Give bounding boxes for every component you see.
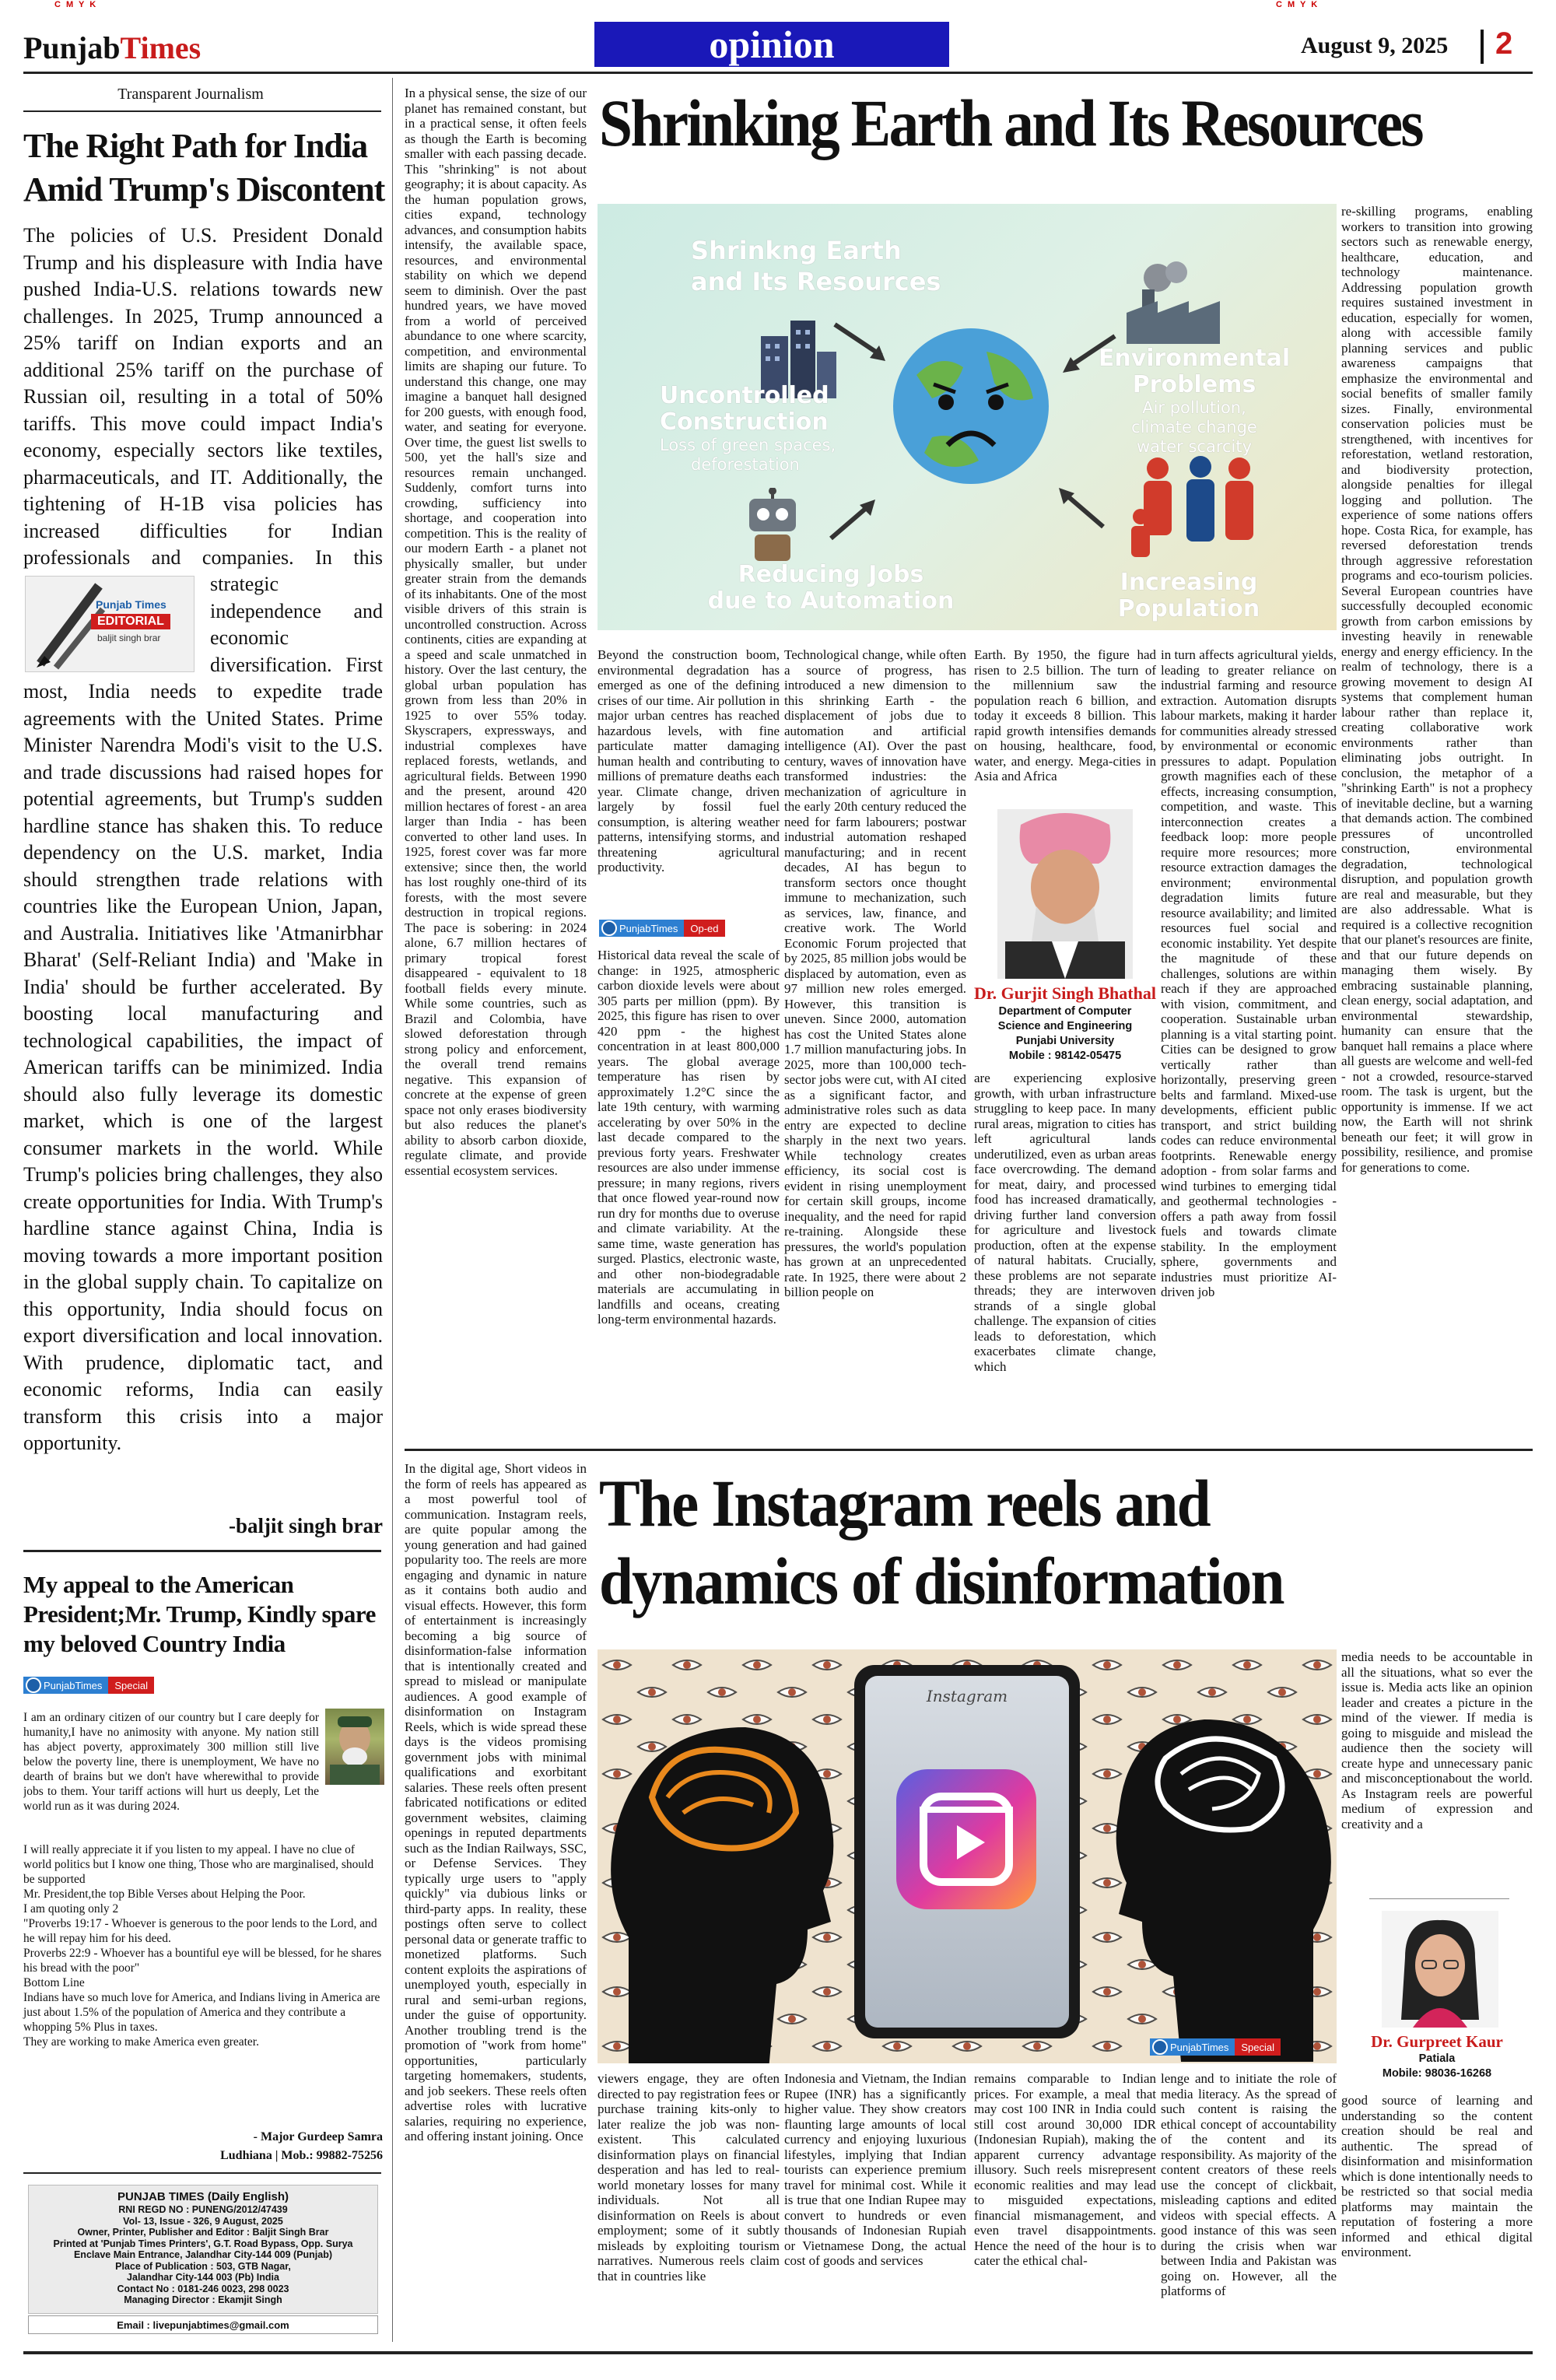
- article1-author-mobile: Mobile : 98142-05475: [1008, 1050, 1122, 1062]
- article2-author-mobile: Mobile: 98036-16268: [1382, 2067, 1492, 2080]
- imprint-line: Place of Publication : 503, GTB Nagar,: [115, 2260, 291, 2272]
- date-divider: [1481, 30, 1484, 64]
- appeal-line: I am quoting only 2: [23, 1902, 119, 1916]
- article2-author-name: Dr. Gurpreet Kaur: [1371, 2032, 1503, 2051]
- article2-author-photo: [1382, 1911, 1498, 2028]
- editorial-signature: -baljit singh brar: [228, 1514, 383, 1537]
- article1-author-uni: Punjabi University: [1015, 1035, 1115, 1047]
- imprint-line: Printed at 'Punjab Times Printers', G.T. Road Bypass, Opp. Surya Enclave Main Entrance, Jalandhar City-144 009 (Punjab): [53, 2238, 353, 2260]
- jobs-l1: Reducing Jobs: [738, 561, 924, 588]
- article2-badge-kind: Special: [1235, 2038, 1281, 2056]
- family-icon: [1127, 453, 1267, 570]
- article2-column-2: viewers engage, they are often directed to pay registration fees or purchase training kits-only to later realize the job was non-existent. This calculated disinformation plays on financial desperation and has led to real-world monetary losses for many individuals. Not all disinformation on Reels is about employment; some of it subtly misleads by exploiting tourism narratives. Numerous reels claim that in countries like: [598, 2071, 780, 2284]
- appeal-line: Indians have so much love for America, and Indians living in America are just about 1.5% of the population of America and they contribute a whopping 5% Plus in taxes.: [23, 1991, 380, 2034]
- article1-author-dept1: Department of Computer: [998, 1005, 1132, 1018]
- appeal-title: My appeal to the American President;Mr. Trump, Kindly spare my beloved Country India: [23, 1571, 376, 1657]
- article1-column-5: in turn affects agricultural yields, leading to greater reliance on industrial farming and resource extraction. Automation disrupts labour markets, making it harder for communities already stressed by environmental or economic pressures to adapt. Population growth magnifies each of these effects, increasing consumption, competition, and waste. This interconnection creates a feedback loop: more people require more resources; more resource extraction damages the environment; environmental degradation limits future resource availability; and limited resources fuel social and economic instability. Yet despite the magnitude of these challenges, solutions are within reach if they are approached with vision, commitment, and cooperation. Sustainable urban planning is a vital starting point. Cities can be designed to grow vertically rather than horizontally, preserving green belts and farmland. Mixed-use developments, efficient public transport, and strict building codes can reduce environmental footprints. Renewable energy adoption - from solar farms and wind turbines to emerging tidal and geothermal technologies - offers a path away from fossil fuels and towards climate stability. In the employment sphere, governments and industries must prioritize AI-driven job: [1161, 647, 1337, 1299]
- arrow-icon: [831, 321, 893, 367]
- env-problems-l2: Problems: [1132, 371, 1256, 398]
- cmyk-marks-right: C M Y K: [1276, 0, 1319, 9]
- article1-column-4b: are experiencing explosive growth, with urban infrastructure struggling to keep pace. In many rural areas, migration to cities has left agricultural lands underutilized, even as urban areas face overcrowding. The demand for meat, dairy, and processed food has increased dramatically, driving further land conversion for agriculture and livestock production, often at the expense of natural habitats. Crucially, these problems are not separate threads; they are interwoven strands of a single global challenge. The expansion of cities leads to deforestation, which exacerbates climate change, which: [974, 1071, 1156, 1374]
- article1-column-2a: Beyond the construction boom, environmental degradation has emerged as one of the defining crises of our time. Air pollution in major urban centres has reached hazardous levels, with fine particulate matter damaging human health and contributing to millions of premature deaths each year. Climate change, driven largely by fossil fuel consumption, is altering weather patterns, intensifying storms, and threatening agricultural productivity.: [598, 647, 780, 875]
- article2-author-place: Patiala: [1418, 2052, 1456, 2065]
- pop-l1: Increasing: [1120, 569, 1258, 596]
- article2-column-5: lenge and to initiate the role of media literacy. As the spread of such content is raising the ethical concept of accountability of the content and its responsibility. As majority of the content creators of these reels use the concept of clickbait, misleading captions and edited videos with special effects. A good instance of this was seen during the crisis when war between India and Pakistan was going on. However, all the platforms of: [1161, 2071, 1337, 2298]
- unc-l2: Construction: [660, 408, 829, 436]
- imprint-email-box: [28, 2315, 378, 2334]
- pop-l2: Population: [1117, 595, 1260, 622]
- unc-l1: Uncontrolled: [660, 382, 829, 409]
- env-problems-sub2: climate change: [1131, 418, 1257, 436]
- article1-infographic: [598, 204, 1337, 630]
- article1-badge-kind: Op-ed: [684, 920, 724, 937]
- author-portrait-icon: [997, 809, 1133, 979]
- infographic-title-line2: and Its Resources: [691, 267, 941, 296]
- editorial-body-1: The policies of U.S. President Donald Trump and his displeasure with India have pushed India-U.S. relations towards new challenges. In 2025, Trump announced a 25% tariff on Indian exports and an additional 25% tariff on the purchase of Russian oil, resulting in a total of 50% tariffs. This move could impact India's economy, especially sectors like textiles, pharmaceuticals, and IT. Additionally, the tightening of H-1B visa policies has increased difficulties for Indian professionals and companies. In this: [23, 224, 383, 569]
- editorial-logo-label: EDITORIAL: [91, 614, 170, 629]
- punjabtimes-logo-icon: [601, 920, 617, 936]
- factory-icon: [1111, 258, 1228, 344]
- appeal-line: They are working to make America even greater.: [23, 2035, 259, 2049]
- env-problems-sub1: Air pollution,: [1142, 398, 1246, 417]
- article1-author-photo: [997, 809, 1133, 979]
- env-problems-label: [1089, 345, 1299, 457]
- article1-badge: [599, 920, 725, 937]
- issue-date: August 9, 2025: [1301, 33, 1449, 58]
- appeal-end-rule: [23, 2172, 381, 2174]
- article1-author-name: Dr. Gurjit Singh Bhathal: [974, 983, 1156, 1003]
- unc-sub2: deforestation: [691, 455, 800, 474]
- article1-author-dept2: Science and Engineering: [997, 1020, 1133, 1032]
- appeal-author-photo: [325, 1709, 384, 1785]
- increasing-population-label: [1095, 570, 1282, 622]
- right-head-silhouette-icon: [1095, 1673, 1337, 2062]
- editorial-end-rule: [23, 1550, 381, 1552]
- editorial-body-2: most, India needs to expedite trade agreements with the United States. Prime Minister Narendra Modi's visit to the U.S. and trade discussions had raised hopes for potential agreements, but Trump's sudden hardline stance has shaken this. To reduce dependency on the U.S. market, India should strengthen trade relations with countries like the European Union, Japan, and Australia. Initiatives like 'Atmanirbhar Bharat' (Self-Reliant India) and 'Make in India' should be further accelerated. By boosting local manufacturing and technological capabilities, the impact of American tariffs can be minimized. India should also fully leverage its domestic market, which is one of the largest consumer markets in the world. While Trump's policies bring challenges, they also create opportunities for India. With Trump's hardline stance against China, India is moving towards a more important position in the global supply chain. To capitalize on this opportunity, India should focus on export diversification and local innovation. With prudence, diplomatic tact, and economic reforms, India can easily transform this crisis into a major opportunity.: [23, 680, 383, 1454]
- header-rule: [23, 72, 1533, 74]
- article2-title: [599, 1464, 1458, 1620]
- imprint-line: Owner, Printer, Publisher and Editor : Baljit Singh Brar: [77, 2227, 329, 2238]
- article2-column-4: remains comparable to Indian prices. For example, a meal that may cost 100 INR in India could still cost around 30,000 IDR (Indonesian Rupiah), making the apparent currency advantage illusory. Such reels misrepresent economic realities and may lead to misguided expectations, financial mismanagement, and even travel disappointments. Hence the need of the hour is to cater the ethical chal-: [974, 2071, 1156, 2268]
- appeal-line: I will really appreciate it if you listen to my appeal. I have no clue of world politics but I know one thing, Those who are marginalised, should be supported: [23, 1843, 374, 1886]
- brand-part2: Times: [120, 30, 202, 65]
- unc-sub1: Loss of green spaces,: [660, 436, 836, 454]
- article1-column-3: Technological change, while often a source of progress, has introduced a new dimension to this shrinking Earth - the displacement of jobs due to automation and artificial intelligence (AI). Over the past century, waves of innovation have transformed industries: the mechanization of agriculture in the early 20th century reduced the need for farm labourers; postwar industrial automation reshaped manufacturing; and in recent decades, AI has begun to transform sectors once thought immune to mechanization, such as services, law, finance, and creative work. The World Economic Forum projected that by 2025, 85 million jobs would be displaced by automation, even as 97 million new roles emerged. However, this transition is uneven. Since 2000, automation has cost the United States alone 1.7 million manufacturing jobs. In 2025, more than 100,000 tech-sector jobs were cut, with AI cited as a significant factor, and administrative roles such as data entry are expected to decline sharply in the next two years. While technology creates efficiency, its social cost is evident in rising unemployment for certain skill groups, income inequality, and the need for rapid re-training. Alongside these pressures, the world's population has grown at an unprecedented rate. In 1925, there were about 2 billion people on: [784, 647, 966, 1299]
- imprint-line: Jalandhar City-144 003 (Pb) India: [127, 2272, 279, 2283]
- reducing-jobs-label: [706, 562, 955, 615]
- author-portrait-icon: [325, 1709, 384, 1785]
- article1-column-2b: Historical data reveal the scale of change: in 1925, atmospheric carbon dioxide levels were about 305 parts per million (ppm). By 2025, this figure has risen to over 420 ppm - the highest concentration in at least 800,000 years. The global average temperature has risen by approximately 1.2°C since the late 19th century, with warming accelerating by over 50% in the last decade compared to the previous forty years. Freshwater resources are also under immense pressure; in many regions, rivers that once flowed year-round now run dry for months due to overuse and climate variability. At the same time, waste generation has surged. Plastics, electronic waste, and other non-biodegradable materials are accumulating in landfills and oceans, creating long-term environmental hazards.: [598, 948, 780, 1327]
- appeal-place: Ludhiana | Mob.: 99882-75256: [220, 2149, 383, 2162]
- editorial-logo: [25, 576, 194, 672]
- editorial-title: The Right Path for India Amid Trump's Discontent: [23, 127, 385, 209]
- sad-earth-icon: [885, 321, 1057, 492]
- article1-column-6: re-skilling programs, enabling workers to transition into growing sectors such as renewable energy, healthcare, education, and technology maintenance. Addressing population growth requires sustained investment in education, especially for women, along with accessible family planning services and public awareness campaigns that emphasize the environmental and social benefits of smaller family sizes. Finally, environmental conservation policies must be strengthened, with incentives for reforestation, wetland restoration, and biodiversity protection, alongside penalties for illegal logging and pollution. The experience of some nations offers hope. Costa Rica, for example, has reversed deforestation trends through aggressive reforestation programs and eco-tourism policies. Several European countries have successfully decoupled economic growth from carbon emissions by investing heavily in renewable energy and energy efficiency. In the realm of technology, there is a growing movement to design AI systems that complement human labour rather than replace it, creating collaborative work environments rather than eliminating jobs outright. In conclusion, the metaphor of a "shrinking Earth" is not a prophecy of inevitable decline, but a warning that demands action. The combined pressures of uncontrolled construction, environmental degradation, technological disruption, and population growth are real and measurable, but they are also addressable. What is required is a collective recognition that our planet's resources are finite, and that our future depends on managing them wisely. By embracing sustainable planning, clean energy, social adaptation, and environmental stewardship, humanity can ensure that the banquet hall remains a place where all guests are welcome and well-fed - not a crowded, resource-starved room. The task is urgent, but the opportunity is immense. If we act now, the Earth will not shrink beneath our feet; it will grow in possibility, resilience, and promise for generations to come.: [1341, 204, 1533, 1175]
- article2-column-3: Indonesia and Vietnam, the Indian Rupee (INR) has a significantly higher value. They show creators flaunting large amounts of local currency and enjoying luxurious lifestyles, implying that Indian tourists can experience premium travel for minimal cost. While it is true that one Indian Rupee may convert to hundreds or even thousands of Indonesian Rupiah or Vietnamese Dong, the actual cost of goods and services: [784, 2071, 966, 2268]
- masthead: [23, 31, 201, 65]
- article2-title-line1: The Instagram reels and: [599, 1466, 1210, 1541]
- editorial-logo-name: baljit singh brar: [97, 633, 161, 643]
- tagline-rule: [23, 110, 381, 112]
- jobs-l2: due to Automation: [707, 587, 955, 615]
- punjabtimes-logo-icon: [1152, 2039, 1168, 2055]
- imprint-line: Managing Director : Ekamjit Singh: [124, 2294, 282, 2305]
- uncontrolled-construction-label: [660, 383, 893, 475]
- left-column-divider: [392, 78, 393, 2342]
- section-banner: [594, 22, 949, 67]
- article1-end-rule: [405, 1449, 1533, 1451]
- brand-part1: Punjab: [23, 30, 121, 65]
- appeal-line: "Proverbs 19:17 - Whoever is generous to the poor lends to the Lord, and he will repay him for his deed.: [23, 1917, 377, 1945]
- article2-badge: [1150, 2038, 1281, 2056]
- appeal-body: [23, 1842, 384, 2049]
- infographic-title: [691, 235, 941, 297]
- appeal-badge: [23, 1677, 154, 1694]
- infographic-title-line1: Shrinkng Earth: [691, 236, 902, 265]
- imprint-email: Email : livepunjabtimes@gmail.com: [117, 2319, 289, 2331]
- imprint-box: [28, 2185, 378, 2314]
- env-problems-sub3: water scarcity: [1136, 437, 1253, 456]
- article2-illustration: [598, 1649, 1337, 2063]
- footer-rule: [23, 2351, 1533, 2354]
- article2-column-6a: media needs to be accountable in all the situations, what so ever the issue is. Media acts like an opinion leader and creates a picture in the mind of the viewer. If media is going to misguide and mislead the audience then the society will create hype and unnecessary panic and misconceptionabout the world. As Instagram reels are powerful medium of expression and creativity and a: [1341, 1649, 1533, 1831]
- article1-badge-brand: PunjabTimes: [619, 922, 678, 934]
- article2-title-line2: dynamics of disinformation: [599, 1544, 1284, 1618]
- article2-column-6b: good source of learning and understanding so the content creation should be real and authentic. The spread of disinformation and misinformation which is done intentionally needs to be restricted so that social media platforms may maintain the reputation of fostering a more informed and ethical digital environment.: [1341, 2093, 1533, 2259]
- phone: [854, 1665, 1080, 2038]
- editorial-logo-brand: Punjab Times: [96, 598, 166, 611]
- appeal-line: Bottom Line: [23, 1976, 85, 1989]
- left-head-silhouette-icon: [598, 1681, 862, 2063]
- robot-icon: [738, 488, 808, 566]
- imprint-line: Vol- 13, Issue - 326, 9 August, 2025: [123, 2215, 283, 2227]
- article1-column-4a: Earth. By 1950, the figure had risen to 2.5 billion. The turn of the millennium saw the population reach 6 billion, and today it exceeds 8 billion. This rapid growth intensifies demands on housing, healthcare, food, water, and energy. Mega-cities in Asia and Africa: [974, 647, 1156, 783]
- article2-badge-brand: PunjabTimes: [1170, 2041, 1229, 2053]
- section-label: opinion: [709, 23, 835, 66]
- article1-column-1: In a physical sense, the size of our planet has remained constant, but in a practical sense, it often feels as though the Earth is becoming smaller with each passing decade. This "shrinking" is not about geography; it is about capacity. As the human population grows, cities expand, technology advances, and consumption habits intensify, the available space, resources, and environmental stability on which we depend seem to diminish. Over the past hundred years, we have moved from a world of perceived abundance to one where scarcity, competition, and environmental limits are shaping our future. To understand this change, one may imagine a banquet hall designed for 200 guests, with enough food, water, and seating for everyone. Over time, the guest list swells to 500, yet the hall's size and resources remain unchanged. Suddenly, comfort turns into crowding, sufficiency into shortage, and cooperation into competition. This is the reality of our modern Earth - a planet not physically smaller, but under greater strain from the demands of its inhabitants. One of the most visible drivers of this strain is uncontrolled construction. Across continents, cities are expanding at a speed and scale unmatched in history. Over the last century, the global urban population has grown from less than 20% in 1925 to over 55% today. Skyscrapers, expressways, and industrial complexes have replaced forests, wetlands, and agricultural fields. Between 1990 and the present, around 420 million hectares of forest - an area larger than India - has been converted to other land uses. In 1925, forest cover was far more extensive; since then, the world has lost roughly one-third of its forests, with the most severe destruction in tropical regions. The pace is sobering: in 2024 alone, 6.7 million hectares of primary tropical forest disappeared - equivalent to 18 football fields every minute. While some countries, such as Brazil and Colombia, have slowed deforestation through strong policy and enforcement, the overall trend remains negative. This expansion of concrete at the expense of green space not only erases biodiversity but also reduces the planet's ability to absorb carbon dioxide, regulate climate, and provide essential ecosystem services.: [405, 86, 587, 1178]
- editorial-beside-logo: strategic independence and economic diversification. First: [210, 573, 383, 676]
- appeal-line: Proverbs 22:9 - Whoever has a bountiful eye will be blessed, for he shares his bread with the poor": [23, 1947, 382, 1975]
- appeal-author: - Major Gurdeep Samra: [253, 2130, 383, 2143]
- appeal-badge-brand: PunjabTimes: [44, 1679, 103, 1691]
- arrow-icon: [827, 496, 881, 542]
- article2-author-rule: [1369, 1898, 1509, 1899]
- appeal-badge-kind: Special: [108, 1677, 154, 1694]
- imprint-line: Contact No : 0181-246 0023, 298 0023: [117, 2283, 289, 2294]
- imprint-line: RNI REGD NO : PUNENG/2012/47439: [118, 2204, 288, 2215]
- tagline: Transparent Journalism: [117, 86, 264, 103]
- cmyk-marks: C M Y K: [54, 0, 98, 9]
- phone-label: Instagram: [926, 1687, 1008, 1705]
- punjabtimes-logo-icon: [26, 1677, 41, 1693]
- imprint-title: PUNJAB TIMES (Daily English): [117, 2190, 289, 2203]
- appeal-intro: I am an ordinary citizen of our country but I care deeply for humanity,I have no animosity with anyone. My nation still has abject poverty, approximately 300 million still live below the poverty line, there is unemployment, We have no dearth of brains but we don't have wherewithal to provide jobs to them. Your tariff actions will hurt us deeply, Let the world run as it was during 2024.: [23, 1711, 319, 1813]
- article2-column-1: In the digital age, Short videos in the form of reels has appeared as a most powerful tool of communication. Instagram reels, are quite popular among the young generation and had gained popularity too. The reels are more engaging and dynamic in nature as it contains both audio and visual effects. However, this form of entertainment is increasingly becoming a big source of disinformation-false information that is intentionally created and spread to mislead or manipulate audiences. A good example of disinformation on Instagram Reels, which is wide spread these days is the videos promising government jobs with minimal qualifications and exorbitant salaries. These reels often present fabricated notifications or edited government websites, claiming openings in reputed departments such as the Indian Railways, SSC, or Defense Services. They typically urge users to "apply quickly" via dubious links or third-party apps. In reality, these postings often serve to collect personal data or generate traffic to monetized platforms. Such content exploits the aspirations of unemployed youth, especially in rural and semi-urban regions, under the guise of opportunity. Another troubling trend is the promotion of "work from home" opportunities, particularly targeting homemakers, students, and job seekers. These reels often advertise roles with lucrative salaries, requiring no experience, and offering instant joining. Once: [405, 1461, 587, 2143]
- author-portrait-icon: [1382, 1911, 1498, 2028]
- env-problems-l1: Environmental: [1098, 345, 1291, 372]
- arrow-icon: [1053, 484, 1107, 531]
- appeal-line: Mr. President,the top Bible Verses about Helping the Poor.: [23, 1888, 306, 1901]
- page-number: 2: [1495, 26, 1513, 61]
- article1-title: Shrinking Earth and Its Resources: [599, 86, 1422, 160]
- reels-logo-icon: [896, 1769, 1036, 1909]
